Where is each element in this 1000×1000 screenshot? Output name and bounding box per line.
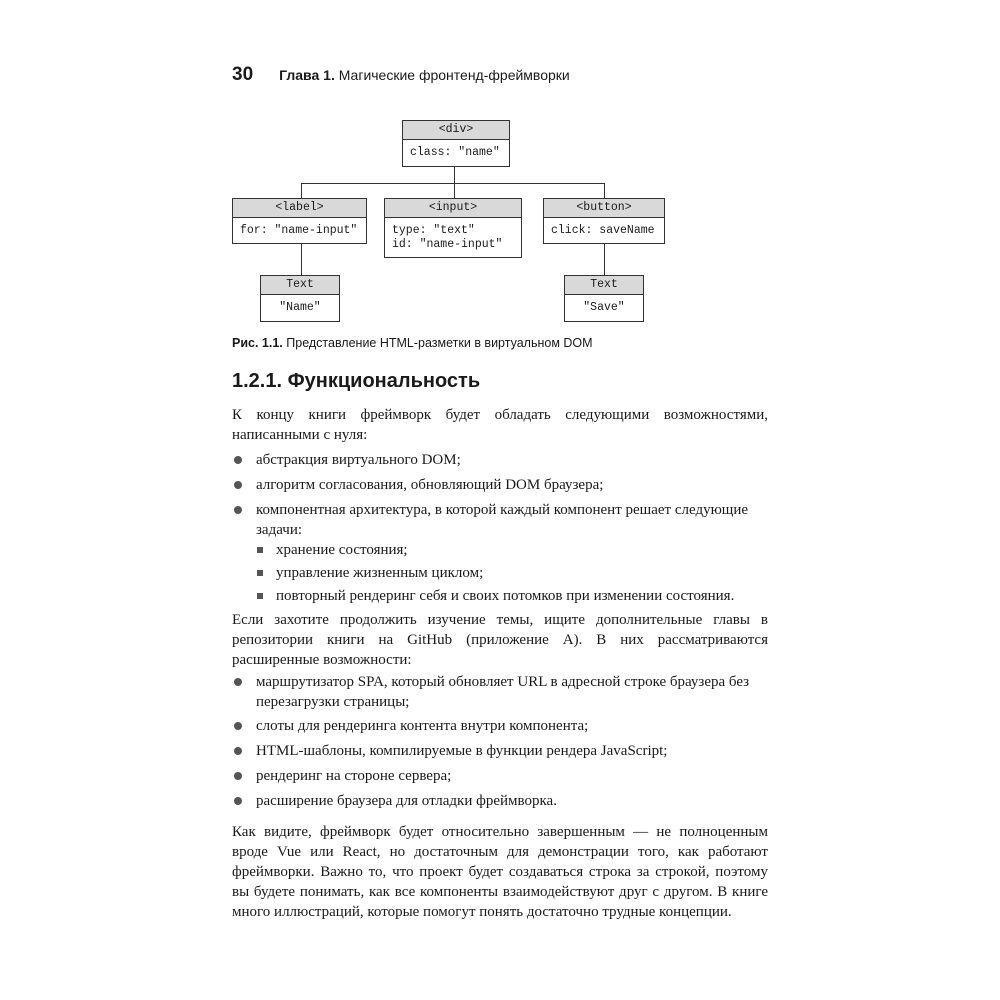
- node-div-tag: <div>: [403, 121, 509, 140]
- bullet: [234, 772, 242, 780]
- list-item: слоты для рендеринга контента внутри компонента;: [256, 718, 589, 734]
- list-item: алгоритм согласования, обновляющий DOM браузера;: [256, 477, 604, 493]
- connector-label: [301, 183, 302, 198]
- connector-button: [604, 183, 605, 198]
- list-item: HTML-шаблоны, компилируемые в функции рендера JavaScript;: [256, 743, 668, 759]
- node-button-attrs: click: saveName: [551, 224, 655, 237]
- node-text-save: [564, 275, 644, 322]
- list-item: маршрутизатор SPA, который обновляет URL в адресной строке браузера без перезагрузки страницы;: [256, 674, 750, 710]
- node-div: [402, 120, 510, 167]
- connector-button-text: [604, 244, 605, 275]
- section-heading: 1.2.1. Функциональность: [232, 370, 481, 392]
- node-text-save-value: "Save": [583, 301, 625, 314]
- node-text-name-tag: Text: [261, 276, 339, 295]
- bullet: [234, 456, 242, 464]
- list-item: абстракция виртуального DOM;: [256, 452, 461, 468]
- node-text-save-tag: Text: [565, 276, 643, 295]
- square-bullet: [257, 593, 263, 599]
- list-item: расширение браузера для отладки фреймворка.: [256, 793, 557, 809]
- node-label-attrs: for: "name-input": [240, 224, 358, 237]
- node-label-tag: <label>: [233, 199, 366, 218]
- node-button: [543, 198, 665, 244]
- node-div-attrs: class: "name": [410, 146, 500, 159]
- node-input: [384, 198, 522, 258]
- node-text-name: [260, 275, 340, 322]
- bullet: [234, 797, 242, 805]
- list-item: рендеринг на стороне сервера;: [256, 768, 452, 784]
- node-input-tag: <input>: [385, 199, 521, 218]
- caption-text: Представление HTML-разметки в виртуальном DOM: [282, 336, 593, 350]
- chapter-label: Глава 1.: [279, 67, 335, 83]
- sublist-item: повторный рендеринг себя и своих потомков при изменении состояния.: [276, 588, 735, 604]
- bullet: [234, 722, 242, 730]
- node-text-name-value: "Name": [279, 301, 321, 314]
- square-bullet: [257, 570, 263, 576]
- paragraph-1: К концу книги фреймворк будет обладать следующими возможностями, написанными с нуля:: [232, 407, 768, 443]
- bullet: [234, 481, 242, 489]
- sublist-item: управление жизненным циклом;: [276, 565, 484, 581]
- paragraph-3: Как видите, фреймворк будет относительно завершенным — не полноценным вроде Vue или React, но достаточным для демонстрации того, как работают фреймворки. Важно то, что проект будет создаваться строка за строкой, поэтому вы будете понимать, как все компоненты взаимодействуют друг с другом. В книге много иллюстраций, которые помогут понять достаточно трудные концепции.: [232, 824, 768, 920]
- connector-label-text: [301, 244, 302, 275]
- connector-input: [454, 183, 455, 198]
- paragraph-2: Если захотите продолжить изучение темы, ищите дополнительные главы в репозитории книги на GitHub (приложение A). В них рассматриваются расширенные возможности:: [232, 612, 768, 668]
- page-header: [232, 64, 570, 86]
- page-number: 30: [232, 64, 254, 85]
- bullet: [234, 678, 242, 686]
- list-item: компонентная архитектура, в которой каждый компонент решает следующие задачи:: [256, 502, 749, 538]
- node-button-tag: <button>: [544, 199, 664, 218]
- bullet: [234, 506, 242, 514]
- sublist-item: хранение состояния;: [276, 542, 408, 558]
- figure-caption: [232, 336, 593, 350]
- square-bullet: [257, 547, 263, 553]
- chapter-title: Магические фронтенд-фреймворки: [334, 67, 570, 83]
- bullet: [234, 747, 242, 755]
- connector-horizontal: [301, 183, 605, 184]
- node-label: [232, 198, 367, 244]
- running-title: [279, 67, 570, 83]
- caption-label: Рис. 1.1.: [232, 336, 283, 350]
- connector-root-down: [454, 166, 455, 184]
- node-input-attrs: type: "text" id: "name-input": [392, 224, 503, 251]
